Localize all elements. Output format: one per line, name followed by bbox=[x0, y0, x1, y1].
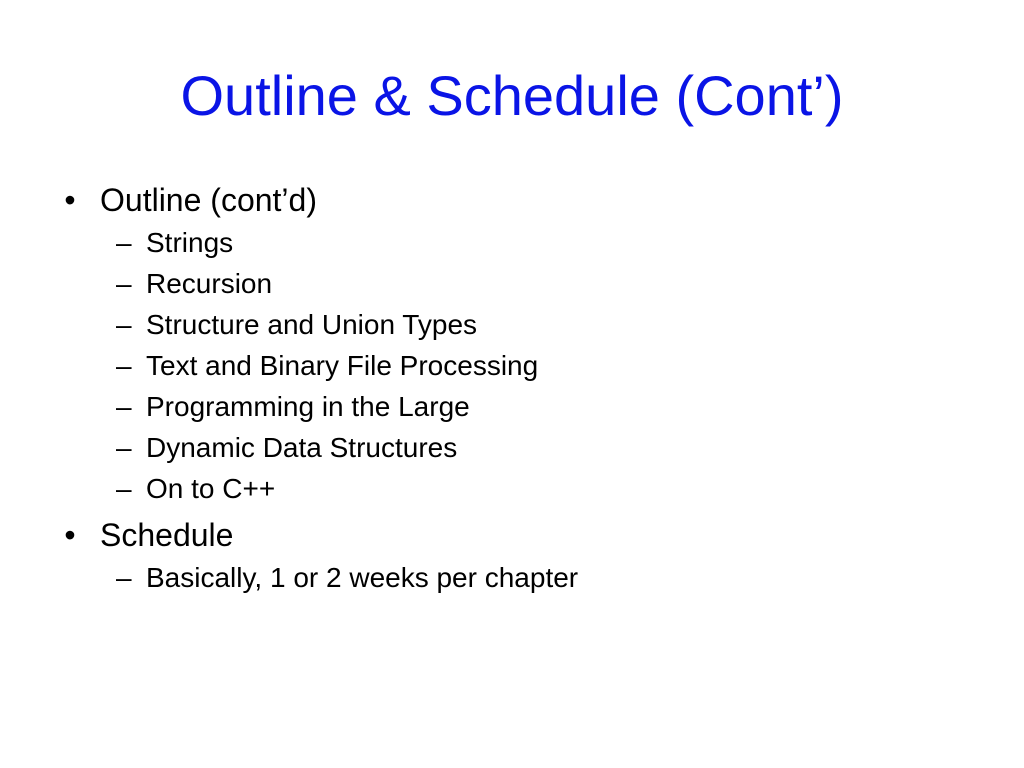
sub-item-label: Text and Binary File Processing bbox=[146, 350, 539, 381]
schedule-sub-list bbox=[58, 557, 978, 598]
sub-item bbox=[58, 222, 978, 263]
sub-item-label: Basically, 1 or 2 weeks per chapter bbox=[146, 562, 579, 593]
sub-item bbox=[58, 468, 978, 509]
dash-icon: – bbox=[116, 268, 132, 299]
bullet-dot-icon: • bbox=[64, 517, 76, 553]
sub-item bbox=[58, 345, 978, 386]
sub-item-label: Structure and Union Types bbox=[146, 309, 478, 340]
sub-item bbox=[58, 386, 978, 427]
sub-item-label: Recursion bbox=[146, 268, 273, 299]
outline-sub-list bbox=[58, 222, 978, 509]
sub-item-label: Strings bbox=[146, 227, 234, 258]
bullet-schedule bbox=[58, 513, 978, 557]
sub-item-label: Programming in the Large bbox=[146, 391, 470, 422]
dash-icon: – bbox=[116, 473, 132, 504]
sub-item bbox=[58, 557, 978, 598]
slide-title: Outline & Schedule (Cont’) bbox=[180, 64, 844, 127]
dash-icon: – bbox=[116, 562, 132, 593]
sub-item bbox=[58, 263, 978, 304]
bullet-dot-icon: • bbox=[64, 182, 76, 218]
dash-icon: – bbox=[116, 432, 132, 463]
sub-item bbox=[58, 304, 978, 345]
dash-icon: – bbox=[116, 309, 132, 340]
dash-icon: – bbox=[116, 391, 132, 422]
sub-item bbox=[58, 427, 978, 468]
bullet-label: Outline (cont’d) bbox=[100, 182, 317, 218]
bullet-outline bbox=[58, 178, 978, 222]
dash-icon: – bbox=[116, 350, 132, 381]
bullet-label: Schedule bbox=[100, 517, 234, 553]
sub-item-label: On to C++ bbox=[146, 473, 276, 504]
dash-icon: – bbox=[116, 227, 132, 258]
sub-item-label: Dynamic Data Structures bbox=[146, 432, 458, 463]
slide-content bbox=[58, 178, 978, 598]
